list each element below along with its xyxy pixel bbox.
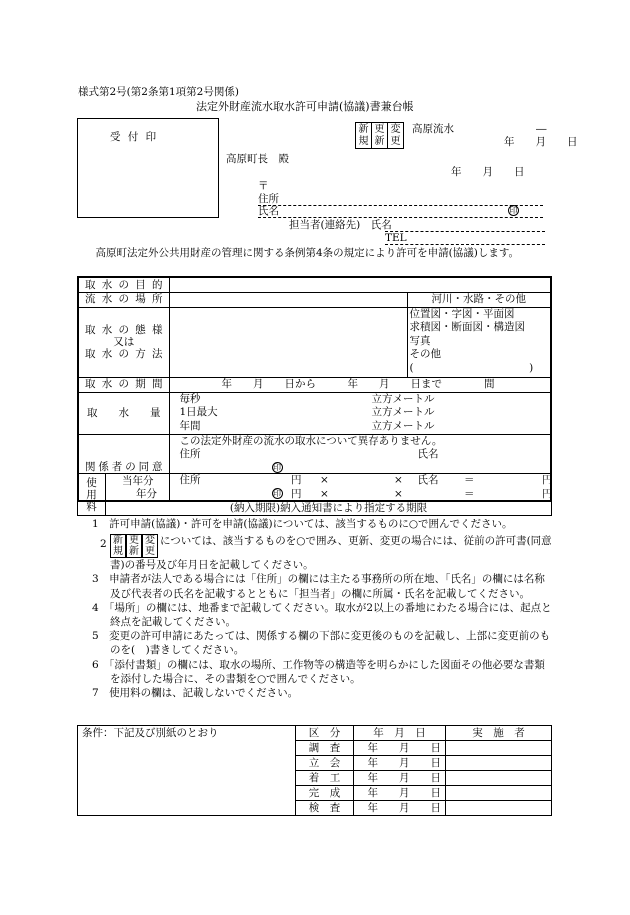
row-label-witness: 立 会 (296, 756, 354, 771)
place-label: 流水の場所 (78, 292, 169, 307)
purpose-label: 取水の目的 (78, 277, 169, 292)
row-date-witness[interactable]: 年 月 日 (354, 756, 446, 771)
note-4: 4 「場所」の欄には、地番まで記載してください。取水が2以上の番地にわたる場合には、起点と終点を記載してください。 (92, 601, 552, 629)
contact-label: 担当者(連絡先) 氏名 (289, 219, 392, 231)
row-label-start: 着 工 (296, 771, 354, 786)
row-date-survey[interactable]: 年 月 日 (354, 741, 446, 756)
person-header: 実 施 者 (446, 726, 552, 741)
row-person-complete[interactable] (446, 786, 552, 801)
note-5: 5 変更の許可申請にあたっては、関係する欄の下部に変更後のものを記載し、上部に変更前のものを( )書きしてください。 (92, 630, 551, 657)
consent-label: 関係者の同意 (78, 434, 169, 501)
note-change-box: 変 更 (142, 534, 158, 558)
intro-text: 高原町法定外公共用財産の管理に関する条例第4条の規定により許可を申請(協議)します。 (85, 247, 520, 259)
date-header: 年 月 日 (354, 726, 446, 741)
seal-icon: 印 (273, 488, 281, 498)
row-person-inspect[interactable] (446, 801, 552, 816)
fee-deadline: (納入期限)納入通知書により指定する期限 (106, 502, 552, 516)
application-type-box (355, 122, 599, 149)
type-renew[interactable]: 更 新 (372, 123, 388, 149)
period-label: 取水の期間 (78, 377, 169, 392)
seal-icon: 印 (509, 206, 518, 215)
application-table (77, 276, 552, 502)
method-value[interactable] (169, 307, 407, 377)
note-2: 2 新 規更 新変 更については、該当するものを○で囲み、更新、変更の場合には、従前の許可書(同意書)の番号及び年月日を記載してください。 (100, 535, 552, 572)
row-date-start[interactable]: 年 月 日 (354, 771, 446, 786)
row-label-complete: 完 成 (296, 786, 354, 801)
consent-block[interactable]: この法定外財産の流水の取水について異存ありません。 住所 氏名印 住所 氏名印 (169, 434, 551, 501)
address-line[interactable] (258, 205, 543, 206)
row-date-inspect[interactable]: 年 月 日 (354, 801, 446, 816)
fee-table (77, 473, 552, 516)
receipt-stamp-box (77, 118, 219, 218)
name-line[interactable] (258, 217, 543, 218)
note-7: 7 使用料の欄は、記載しないでください。 (92, 687, 299, 700)
row-person-survey[interactable] (446, 741, 552, 756)
permit-number-cell (404, 123, 599, 149)
name-label: 氏名 (258, 205, 279, 217)
permit-number-prefix: 高原流水 (412, 122, 454, 135)
purpose-value[interactable] (169, 277, 551, 292)
fee-row-current[interactable]: 当年分 円 × × ＝ 円 (106, 474, 552, 488)
place-value[interactable] (169, 292, 407, 307)
note-6: 6 「添付書類」の欄には、取水の場所、工作物等の構造等を明らかにした図面その他必要な書類を添付した場合に、その書類を○で囲んでください。 (92, 658, 545, 685)
contact-name-line[interactable] (385, 231, 545, 232)
address-label: 住所 (258, 193, 279, 205)
row-label-inspect: 検 査 (296, 801, 354, 816)
note-3: 3 申請者が法人である場合には「住所」の欄には主たる事務所の所在地、「氏名」の欄には名称及び代表者の氏名を記載するとともに「担当者」の欄に所属・氏名を記載してください。 (92, 573, 545, 600)
fee-row-year[interactable]: 年分 円 × × ＝ 円 (106, 488, 552, 502)
attachments-list[interactable]: 位置図・字図・平面図 求積図・断面図・構造図 写真 その他 ( ) (407, 307, 551, 377)
page-title: 法定外財産流水取水許可申請(協議)書兼台帳 (196, 100, 414, 113)
note-1: 1 許可申請(協議)・許可を申請(協議)については、該当するものに○で囲んでください。 (92, 518, 513, 530)
period-value[interactable]: 年 月 日から 年 月 日まで 間 (169, 377, 551, 392)
note-renew-box: 更 新 (126, 534, 142, 558)
volume-values[interactable]: 毎秒 立方メートル 1日最大 立方メートル 年間 立方メートル (169, 392, 551, 434)
permit-date: 年 月 日 (504, 135, 578, 148)
note-new-box: 新 規 (110, 534, 126, 558)
notes (92, 517, 552, 700)
seal-icon: 印 (273, 462, 281, 472)
kubun-header: 区 分 (296, 726, 354, 741)
application-date: 年 月 日 (451, 166, 525, 178)
method-label: 取水の態様 又は 取水の方法 (78, 307, 169, 377)
form-number: 様式第2号(第2条第1項第2号関係) (78, 86, 239, 98)
tel-line[interactable] (385, 244, 545, 245)
volume-label: 取 水 量 (78, 392, 169, 434)
fee-label: 使 用 料 (78, 474, 106, 516)
row-person-start[interactable] (446, 771, 552, 786)
place-options[interactable]: 河川・水路・その他 (407, 292, 551, 307)
progress-table (77, 725, 552, 816)
row-date-complete[interactable]: 年 月 日 (354, 786, 446, 801)
type-change[interactable]: 変 更 (388, 123, 404, 149)
postal-mark: 〒 (258, 180, 269, 192)
row-label-survey: 調 査 (296, 741, 354, 756)
receipt-stamp-label: 受 付 印 (110, 131, 159, 143)
row-person-witness[interactable] (446, 756, 552, 771)
addressee: 高原町長 殿 (226, 153, 289, 165)
conditions-cell[interactable]: 条件：下記及び別紙のとおり (78, 726, 296, 816)
permit-number-dash: ― (536, 122, 547, 135)
type-new[interactable]: 新 規 (356, 123, 372, 149)
tel-label: TEL (385, 232, 407, 244)
